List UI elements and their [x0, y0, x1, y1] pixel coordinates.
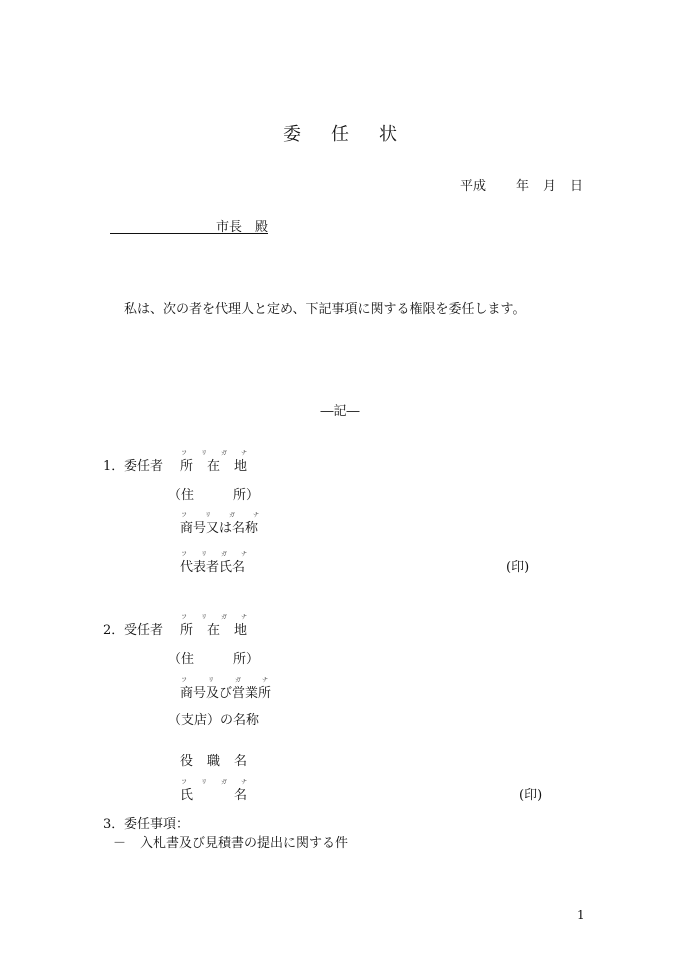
- section1-location-furigana-2: リ: [201, 450, 208, 457]
- title-char-1: 委: [283, 124, 301, 145]
- section2-company-furigana-1: フ: [181, 677, 188, 684]
- section2-location-char-3: 地: [234, 623, 248, 638]
- section2-heading: 受任者: [124, 623, 164, 638]
- document-title: [0, 126, 680, 144]
- section1-company-furigana-2: リ: [205, 512, 212, 519]
- section1-rep-furigana-4: ナ: [241, 551, 248, 558]
- section1-location-furigana-3: ガ: [221, 450, 228, 457]
- section3-item: 入札書及び見積書の提出に関する件: [140, 836, 349, 851]
- section1-location-furigana-1: フ: [181, 450, 188, 457]
- section1-number: 1．: [103, 459, 125, 474]
- section2-company-furigana-2: リ: [208, 677, 215, 684]
- section3-heading: 委任事項：: [124, 817, 190, 832]
- section2-name-furigana-2: リ: [201, 779, 208, 786]
- section1-heading: 委任者: [124, 459, 164, 474]
- section2-location-char-2: 在: [207, 623, 221, 638]
- section2-location-furigana-2: リ: [201, 614, 208, 621]
- section1-company-furigana-1: フ: [181, 512, 188, 519]
- section2-name-furigana-4: ナ: [241, 779, 248, 786]
- section1-location-char-2: 在: [207, 459, 221, 474]
- section2-name-furigana-1: フ: [181, 779, 188, 786]
- date-era: 平成: [460, 179, 487, 194]
- section2-location-char-1: 所: [180, 623, 194, 638]
- section2-position-char-1: 役: [180, 754, 194, 769]
- section2-name-furigana-3: ガ: [221, 779, 228, 786]
- section2-company-furigana-4: ナ: [262, 677, 269, 684]
- title-char-3: 状: [379, 124, 397, 145]
- date-day: 日: [570, 179, 584, 194]
- section1-rep-furigana-2: リ: [201, 551, 208, 558]
- section2-number: 2．: [103, 623, 125, 638]
- section1-location-char-3: 地: [234, 459, 248, 474]
- section1-rep-label: 代表者氏名: [180, 560, 246, 575]
- addressee-underline: [210, 233, 268, 234]
- date-year: 年: [516, 179, 530, 194]
- section2-name-char-1: 氏: [180, 788, 194, 803]
- section1-location-furigana-4: ナ: [241, 450, 248, 457]
- section1-seal: (印): [506, 560, 530, 575]
- section2-seal: (印): [519, 788, 543, 803]
- addressee-label: 市長 殿: [216, 220, 269, 235]
- section3-number: 3．: [103, 817, 125, 832]
- section1-company-label: 商号又は名称: [180, 521, 259, 536]
- section2-address-note: （住 所）: [168, 652, 260, 667]
- section1-location-char-1: 所: [180, 459, 194, 474]
- addressee-blank-line: [110, 233, 210, 234]
- section1-rep-furigana-3: ガ: [221, 551, 228, 558]
- section1-rep-furigana-1: フ: [181, 551, 188, 558]
- section2-location-furigana-4: ナ: [241, 614, 248, 621]
- section2-branch-label: （支店）の名称: [168, 713, 260, 728]
- section2-position-char-2: 職: [207, 754, 221, 769]
- date-month: 月: [543, 179, 557, 194]
- section1-company-furigana-4: ナ: [253, 512, 260, 519]
- page-number: 1: [577, 908, 585, 922]
- ki-heading: ―記―: [320, 404, 360, 419]
- section1-address-note: （住 所）: [168, 488, 260, 503]
- section2-company-furigana-3: ガ: [235, 677, 242, 684]
- title-char-2: 任: [331, 124, 349, 145]
- section1-company-furigana-3: ガ: [229, 512, 236, 519]
- section3-dash: －: [113, 836, 127, 851]
- section2-name-char-2: 名: [234, 788, 248, 803]
- section2-company-label: 商号及び営業所: [180, 686, 272, 701]
- section2-location-furigana-3: ガ: [221, 614, 228, 621]
- section2-location-furigana-1: フ: [181, 614, 188, 621]
- delegation-statement: 私は、次の者を代理人と定め、下記事項に関する権限を委任します。: [124, 302, 526, 317]
- section2-position-char-3: 名: [234, 754, 248, 769]
